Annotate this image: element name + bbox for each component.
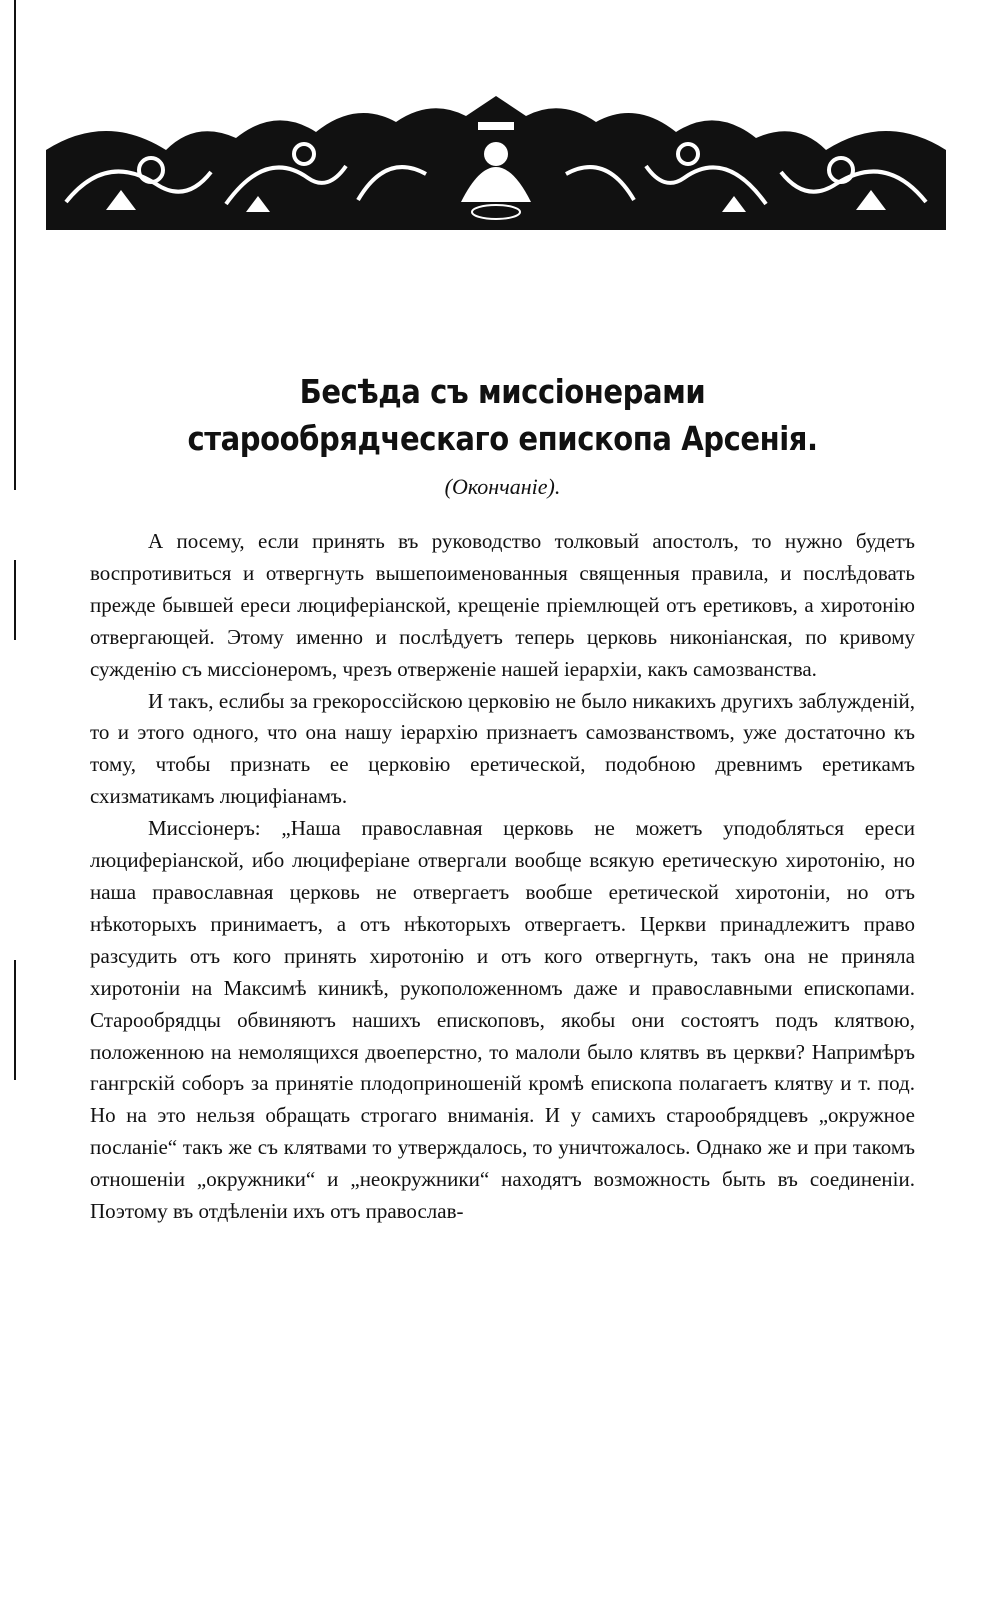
article-subtitle: (Окончаніе). [444,474,561,499]
paragraph: Миссіонеръ: „Наша православная церковь не можетъ уподобляться ереси люцифеpіанской, ибо люцифеpіане отвергали вообще всякую еретическую хиротонію, но наша православная церковь не отвергаетъ вообше еретической хиротоніи, но отъ нѣкоторыхъ принимаетъ, а отъ нѣкоторыхъ отвергаетъ. Церкви принадлежитъ право разсудить отъ кого принять хиротонію и отъ кого отвергнуть, такъ она не приняла хиротоніи на Максимѣ киникѣ, рукоположенномъ даже и православными епископами. Старообрядцы обвиняютъ нашихъ епископовъ, якобы они состоятъ подъ клятвою, положенною на немолящихся двоеперстно, то малоли было клятвъ въ церкви? Напримѣръ гангрскій соборъ за принятіе плодоприношеній кромѣ епископа полагаетъ клятву и т. под. Но на это нельзя обращать строгаго вниманія. И у самихъ старообрядцевъ „окружное посланіе“ такъ же съ клятвами то утверждалось, то уничтожалось. Однако же и при такомъ отношеніи „окружники“ и „неокружники“ находятъ возможность быть въ соединеніи. Поэтому въ отдѣленіи ихъ отъ православ- [90,816,915,1224]
paragraph: А посему, если принять въ руководство толковый апостолъ, то нужно будетъ воспротивиться и отвергнуть вышепоименованныя священныя правила, и послѣдовать прежде бывшей ереси люцифеpіанской, крещеніе пріемлющей отъ еретиковъ, а хиротонію отвергающей. Этому именно и послѣдуетъ теперь церковь никоніанская, по кривому сужденію съ миссіонеромъ, чрезъ отверженіе нашей іерархіи, какъ самозванства. [90,529,915,681]
scan-edge-line [14,0,16,490]
paragraph: И такъ, еслибы за грекороссійскою церковію не было никакихъ другихъ заблужденій, то и этого одного, что она нашу іерархію признаетъ самозванствомъ, уже достаточно къ тому, чтобы признать ее церковію еретической, подобною древнимъ еретикамъ схизматикамъ люцифіанамъ. [90,688,915,809]
floral-headpiece-ornament-icon [46,92,946,232]
article-heading [90,368,915,500]
article-title: Бесѣда съ миссіонерами старообрядческаго епископа Арсенія. [187,372,818,458]
scan-edge-line [14,560,16,640]
scan-edge-line [14,960,16,1080]
article-body [90,526,915,1228]
